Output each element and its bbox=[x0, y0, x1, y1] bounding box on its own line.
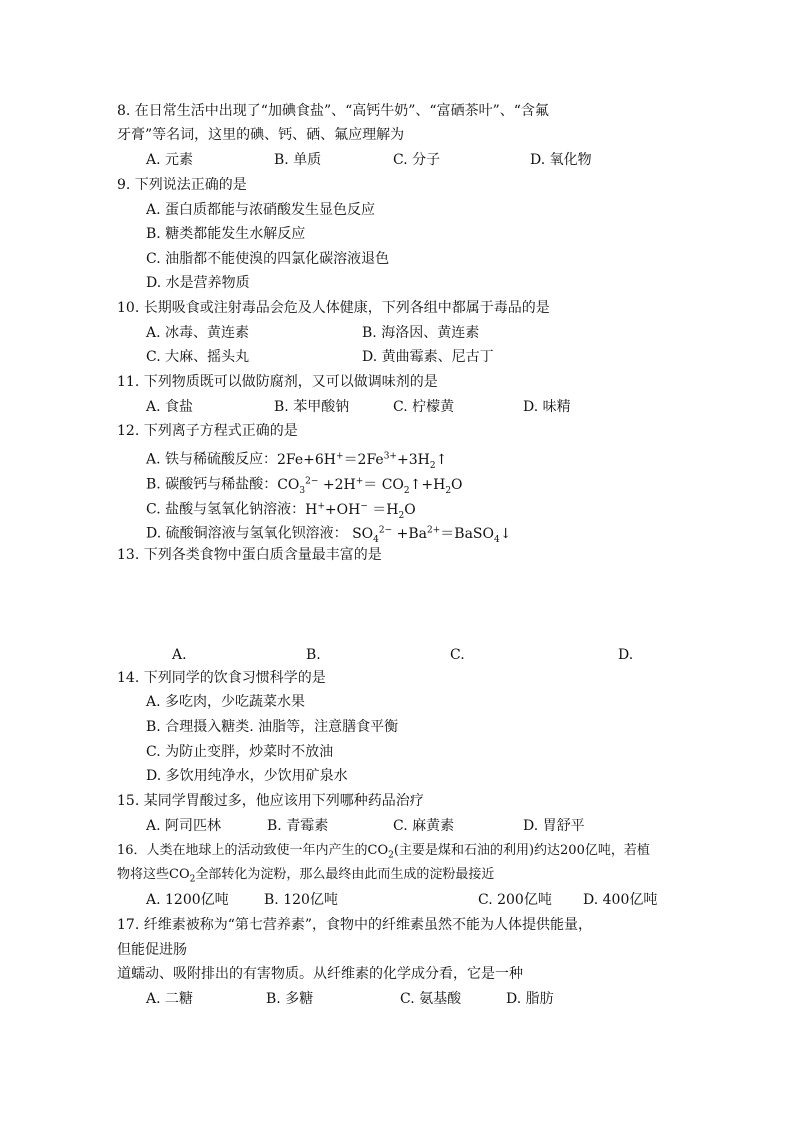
q17-option-d: D. 脂肪 bbox=[506, 991, 554, 1007]
q16-option-c: C. 200亿吨 bbox=[478, 892, 552, 908]
q14-option-d: D. 多饮用纯净水，少饮用矿泉水 bbox=[146, 768, 348, 784]
q16-stem-line1: 16．人类在地球上的活动致使一年内产生的$CO_2$(主要是煤和石油的利用)约达200亿吨，若植 bbox=[117, 843, 650, 861]
q13-option-a: A. bbox=[172, 647, 187, 663]
q12-option-d-label: D. 硫酸铜溶液与氢氧化钡溶液： bbox=[146, 525, 348, 542]
q11-option-b: B. 苯甲酸钠 bbox=[274, 399, 350, 415]
q11-stem: 11. 下列物质既可以做防腐剂，又可以做调味剂的是 bbox=[117, 374, 438, 390]
q13-option-b: B. bbox=[306, 647, 321, 663]
q17-stem-line1: 17. 纤维素被称为“第七营养素”，食物中的纤维素虽然不能为人体提供能量， bbox=[117, 917, 593, 933]
q16-option-d: D. 400亿吨 bbox=[583, 892, 658, 908]
q9-option-a: A. 蛋白质都能与浓硝酸发生显色反应 bbox=[146, 202, 376, 218]
q16-line2-pre: 物将这些CO bbox=[117, 867, 190, 882]
q10-option-d: D. 黄曲霉素、尼古丁 bbox=[362, 349, 494, 365]
q12-option-b-equation: $CO_3^{2-} +2H^+=$ $CO_2↑+H_2O$ bbox=[277, 476, 463, 496]
q17-stem-line3: 道蠕动、吸附排出的有害物质。从纤维素的化学成分看，它是一种 bbox=[117, 966, 523, 982]
q12-stem: 12. 下列离子方程式正确的是 bbox=[117, 423, 298, 439]
q17-stem-line2: 但能促进肠 bbox=[117, 942, 187, 958]
q13-option-d: D. bbox=[618, 647, 634, 663]
q15-option-c: C. 麻黄素 bbox=[393, 818, 455, 834]
q17-option-c: C. 氨基酸 bbox=[400, 991, 462, 1007]
q9-option-d: D. 水是营养物质 bbox=[146, 275, 250, 291]
q15-option-d: D. 胃舒平 bbox=[523, 818, 585, 834]
q8-option-c: C. 分子 bbox=[393, 152, 441, 168]
q13-option-c: C. bbox=[450, 647, 465, 663]
q14-option-a: A. 多吃肉，少吃蔬菜水果 bbox=[146, 694, 306, 710]
q11-option-a: A. 食盐 bbox=[146, 399, 194, 415]
q16-line2-post: 全部转化为淀粉，那么最终由此而生成的淀粉最接近 bbox=[195, 867, 495, 882]
q17-option-b: B. 多糖 bbox=[266, 991, 314, 1007]
q12-option-d-equation: $SO_4^{2-}$ $+Ba^{2+}=BaSO_4↓$ bbox=[347, 525, 512, 545]
q9-stem: 9. 下列说法正确的是 bbox=[117, 177, 247, 193]
q15-stem: 15. 某同学胃酸过多，他应该用下列哪种药品治疗 bbox=[117, 793, 424, 809]
q17-option-a: A. 二糖 bbox=[146, 991, 194, 1007]
q11-option-d: D. 味精 bbox=[523, 399, 571, 415]
q8-option-d: D. 氧化物 bbox=[530, 152, 592, 168]
q15-option-b: B. 青霉素 bbox=[267, 818, 329, 834]
q10-stem: 10. 长期吸食或注射毒品会危及人体健康，下列各组中都属于毒品的是 bbox=[117, 300, 550, 316]
q14-option-c: C. 为防止变胖，炒菜时不放油 bbox=[146, 744, 334, 760]
q8-stem-line1: 8. 在日常生活中出现了“加碘食盐”、“高钙牛奶”、“富硒茶叶”、“含氟 bbox=[117, 103, 549, 119]
q16-line1-post: (主要是煤和石油的利用)约达200亿吨，若植 bbox=[393, 843, 650, 858]
q12-option-c-label: C. 盐酸与氢氧化钠溶液： bbox=[146, 501, 306, 518]
q14-option-b: B. 合理摄入糖类. 油脂等，注意膳食平衡 bbox=[146, 719, 399, 735]
q10-option-c: C. 大麻、摇头丸 bbox=[146, 349, 250, 365]
q15-option-a: A. 阿司匹林 bbox=[146, 818, 222, 834]
q13-stem: 13. 下列各类食物中蛋白质含量最丰富的是 bbox=[117, 547, 382, 563]
q16-option-b: B. 120亿吨 bbox=[264, 892, 338, 908]
q16-option-a: A. 1200亿吨 bbox=[146, 892, 229, 908]
q9-option-b: B. 糖类都能发生水解反应 bbox=[146, 226, 306, 242]
q12-option-b-label: B. 碳酸钙与稀盐酸： bbox=[146, 476, 278, 493]
q16-line1-pre: 16．人类在地球上的活动致使一年内产生的CO bbox=[117, 843, 389, 858]
q12-option-c-equation: $H^++OH^- =H_2O$ bbox=[305, 501, 416, 521]
q9-option-c: C. 油脂都不能使溴的四氯化碳溶液退色 bbox=[146, 251, 390, 267]
q14-stem: 14. 下列同学的饮食习惯科学的是 bbox=[117, 670, 326, 686]
q8-stem-line2: 牙膏”等名词，这里的碘、钙、硒、氟应理解为 bbox=[117, 127, 405, 143]
q12-option-a-equation: $2Fe+6H^+=2Fe^{3+}+3H_2↑$ bbox=[277, 451, 448, 471]
q8-option-a: A. 元素 bbox=[146, 152, 194, 168]
q10-option-a: A. 冰毒、黄连素 bbox=[146, 325, 250, 341]
q16-stem-line2: 物将这些$CO_2$全部转化为淀粉，那么最终由此而生成的淀粉最接近 bbox=[117, 867, 495, 885]
q12-option-a-label: A. 铁与稀硫酸反应： bbox=[146, 451, 278, 468]
q10-option-b: B. 海洛因、黄连素 bbox=[362, 325, 480, 341]
q8-option-b: B. 单质 bbox=[274, 152, 322, 168]
q11-option-c: C. 柠檬黄 bbox=[393, 399, 455, 415]
